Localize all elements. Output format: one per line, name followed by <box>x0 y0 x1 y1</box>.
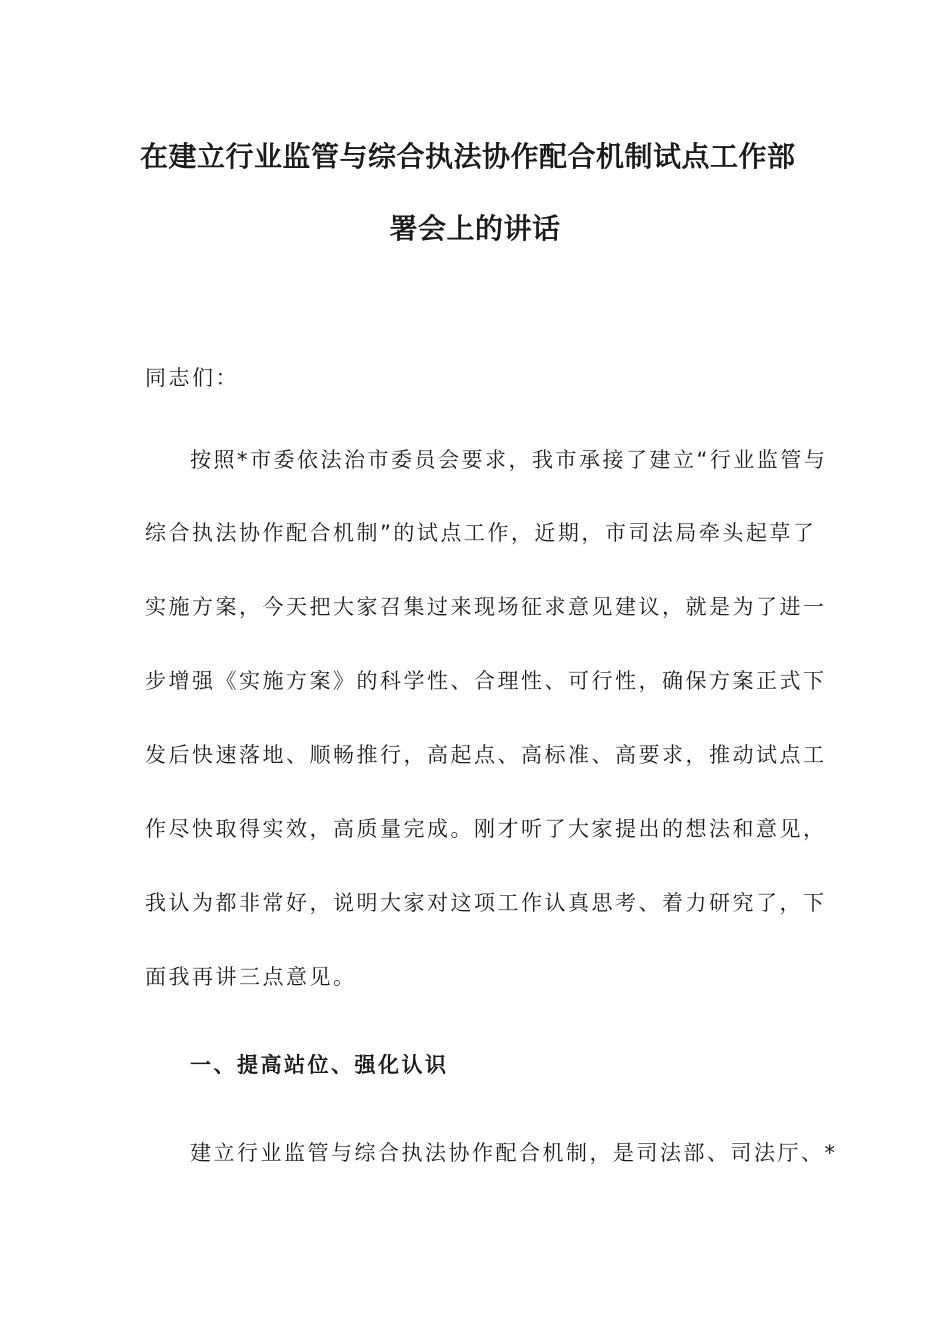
paragraph-line: 实施方案，今天把大家召集过来现场征求意见建议，就是为了进一 <box>145 595 827 619</box>
paragraph-line: 按照*市委依法治市委员会要求，我市承接了建立“行业监管与 <box>190 448 828 472</box>
paragraph-line: 作尽快取得实效，高质量完成。刚才听了大家提出的想法和意见， <box>145 817 827 841</box>
paragraph-line: 步增强《实施方案》的科学性、合理性、可行性，确保方案正式下 <box>145 669 827 693</box>
document-title-line-2: 署会上的讲话 <box>389 212 561 245</box>
paragraph-line: 建立行业监管与综合执法协作配合机制，是司法部、司法厅、* <box>190 1141 838 1165</box>
paragraph-line: 综合执法协作配合机制”的试点工作，近期，市司法局牵头起草了 <box>145 521 817 545</box>
document-title-line-1: 在建立行业监管与综合执法协作配合机制试点工作部 <box>140 140 796 173</box>
paragraph-line: 我认为都非常好，说明大家对这项工作认真思考、着力研究了，下 <box>145 891 827 915</box>
paragraph-line: 发后快速落地、顺畅推行，高起点、高标准、高要求，推动试点工 <box>145 743 827 767</box>
salutation: 同志们： <box>145 366 239 390</box>
section-heading: 一、提高站位、强化认识 <box>190 1053 449 1077</box>
paragraph-line: 面我再讲三点意见。 <box>145 965 357 989</box>
